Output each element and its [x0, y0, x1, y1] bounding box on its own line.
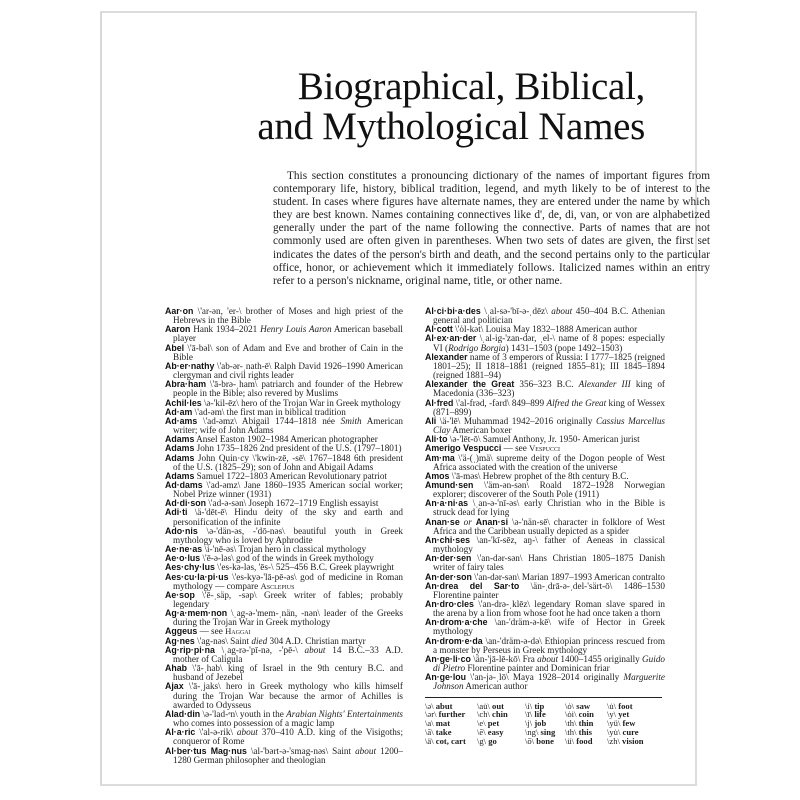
entry-headword: Ag·a·mem·non: [165, 608, 228, 619]
pronunciation-example-word: further: [438, 709, 466, 720]
entry-headword: Amerigo Vespucci: [425, 443, 502, 454]
pronunciation-example-word: foot: [618, 700, 633, 711]
entry-definition: \ˌag-rə-'pī-nə, -'pē-\: [214, 644, 305, 655]
entry-headword: Achil·les: [165, 397, 202, 408]
entry-definition: John Quin·cy \'kwin-zē, -sē\ 1767–1848 6th president of the U.S. (1825–29); son of John and Abigail Adams: [173, 452, 403, 472]
entry-definition: \'al-frəd, -fərd\ 849–899: [453, 397, 547, 408]
entry-definition: \'al-ə-rik\: [195, 727, 237, 738]
dictionary-entry: [165, 573, 403, 591]
entry-definition: 356–323 B.C.: [514, 379, 579, 390]
entry-definition: \ə-'lad-ᵊn\ youth in the: [200, 708, 287, 719]
entry-headword: Adi·ti: [165, 507, 188, 518]
entry-headword: Al·ber·tus Mag·nus: [165, 745, 247, 756]
entry-headword: Adams: [165, 443, 195, 454]
pronunciation-example-word: this: [578, 726, 592, 737]
entry-definition: Ansel Easton 1902–1984 American photographer: [194, 434, 378, 445]
pronunciation-example-word: thin: [578, 718, 594, 729]
entry-headword: Ag·rip·pi·na: [165, 644, 215, 655]
pronunciation-example-word: go: [488, 735, 497, 746]
dictionary-entry: [425, 481, 665, 499]
entry-headword: An·ge·lou: [425, 672, 467, 683]
dictionary-entry: [425, 417, 665, 435]
pronunciation-example-word: food: [576, 735, 593, 746]
dictionary-entry: [165, 344, 403, 362]
pronunciation-symbol: \ch\: [477, 709, 493, 720]
entry-headword: Ad·ams: [165, 415, 198, 426]
pronunciation-key-item: [565, 737, 607, 746]
entry-headword: An·drom·e·da: [425, 635, 483, 646]
entry-definition: \ə-'lēt-ō\ Samuel Anthony, Jr. 1950- American jurist: [447, 434, 640, 445]
entry-definition: \'an-jə-ˌlō\ Maya 1928–2014 originally: [466, 672, 624, 683]
entry-headword: Abra·ham: [165, 379, 207, 390]
entry-headword: Adams: [165, 470, 195, 481]
entry-headword: Alexander: [425, 351, 468, 362]
left-column: [165, 307, 403, 765]
pronunciation-key: [425, 702, 665, 746]
entry-definition: \'ē-ə-ləs\ god of the winds in Greek mythology: [200, 553, 374, 564]
entry-italic: Smith: [340, 415, 362, 426]
entry-definition: \al-'bərt-ə-'smag-nəs\ Saint: [246, 745, 356, 756]
entry-italic: Henry Louis Aaron: [260, 324, 332, 335]
dictionary-entry: [425, 655, 665, 673]
entry-definition: \ə-'nän-sē\ character in folklore of West Africa and the Caribbean usually depicted as a spider: [433, 516, 666, 536]
entry-definition: \ä-'dēt-ē\ Hindu deity of the sky and earth and personification of the infinite: [173, 507, 403, 527]
pronunciation-symbol: \th\: [565, 726, 579, 737]
pronunciation-example-word: yet: [618, 709, 630, 720]
dictionary-entry: [165, 747, 403, 765]
pronunciation-key-item: [425, 737, 477, 746]
pronunciation-example-word: out: [492, 700, 504, 711]
entry-definition: \'an-drə-ˌklēz\ legendary Roman slave spared in the arena by a lion from whose foot he had once taken a thorn: [433, 599, 665, 619]
pronunciation-symbol: \ər\: [425, 709, 439, 720]
entry-definition: American author: [463, 681, 528, 692]
entry-definition: American boxer: [450, 425, 512, 436]
pronunciation-example-word: sing: [540, 726, 556, 737]
entry-definition: \'ā-ˌjaks\ hero in Greek mythology who kills himself during the Trojan War because the armor of Achilles is awarded to Odysseus: [173, 681, 403, 710]
entry-definition: \'ā-məs\ Hebrew prophet of the 8th century B.C.: [449, 470, 629, 481]
pronunciation-example-word: abut: [435, 700, 453, 711]
entry-headword: Ad·dams: [165, 479, 203, 490]
dictionary-entry: [165, 664, 403, 682]
entry-headword: Ae·o·lus: [165, 553, 201, 564]
entry-definition: \'ar-ən, 'er-\ brother of Moses and high priest of the Hebrews in the Bible: [173, 306, 403, 326]
pronunciation-symbol: \ȯ\: [565, 700, 577, 711]
dictionary-entry: [425, 600, 665, 618]
dictionary-entry: [425, 307, 665, 325]
dictionary-entry: [165, 591, 403, 609]
pronunciation-example-word: pet: [487, 718, 500, 729]
entry-definition: \an-'dräm-ə-kē\ wife of Hector in Greek mythology: [433, 617, 665, 637]
entry-italic: about: [355, 745, 377, 756]
entry-headword: Ahab: [165, 663, 187, 674]
entry-headword: Aes·chy·lus: [165, 562, 215, 573]
entry-headword: Alexander the Great: [425, 379, 515, 390]
page-title: [257, 67, 645, 147]
entry-definition: \an-'kī-sēz, aŋ-\ father of Aeneas in classical mythology: [433, 534, 665, 555]
right-column: [425, 307, 665, 746]
pronunciation-symbol: \ȯi\: [565, 709, 579, 720]
entry-definition: name of 3 emperors of Russia: I 1777–1825 (reigned 1801–25); II 1818–1881 (reigned 1855–81); III 1845–1894 (reigned 1881–94): [433, 351, 665, 381]
pronunciation-symbol: \e\: [477, 718, 488, 729]
entry-headword: Adams: [165, 452, 195, 463]
entry-headword: Amund·sen: [425, 479, 474, 490]
entry-definition: \'es-kyə-'lā-pē-əs\ god of medicine in Roman mythology — compare: [173, 571, 403, 591]
entry-definition: \'ȯl-kət\ Louisa May 1832–1888 American author: [452, 324, 638, 335]
dictionary-entry: [165, 417, 403, 435]
entry-headword: An·chi·ses: [425, 534, 470, 545]
dictionary-entry: [165, 508, 403, 526]
pronunciation-symbol: \yü\: [607, 718, 623, 729]
entry-definition: \'ä-(ˌ)mä\ supreme deity of the Dogon people of West Africa associated with the creation of the universe: [433, 452, 665, 472]
entry-definition: \'ā-bəl\ son of Adam and Eve and brother of Cain in the Bible: [173, 342, 403, 362]
entry-definition: \'ad-əm\ the first man in biblical tradition: [192, 406, 346, 417]
entry-definition: \ˌal-ig-'zan-dər, ˌel-\ name of 8 popes: especially VI (: [433, 333, 665, 353]
entry-definition: \'ad-ə-sən\ Joseph 1672–1719 English essayist: [206, 498, 379, 509]
entry-headword: Abel: [165, 342, 185, 353]
intro-paragraph: This section constitutes a pronouncing dictionary of the names of important figures from contemporary life, history, biblical tradition, legend, and myth likely to be of interest to the student. In cases where figures have alternate names, they are entered under the name by which they are best known. Names containing connectives like d', de, di, van, or von are alphabetized generally under the part of the name following the connective. Parts of names that are not commonly used are often given in parentheses. When two sets of dates are given, the first set indicates the dates of the person's birth and death, and the second pertains only to the particular office, honor, or achievement which it immediately follows. Italicized names within an entry refer to a person's nickname, original name, title, or other name.: [273, 170, 710, 287]
dictionary-entry: [425, 618, 665, 636]
dictionary-entry: [425, 536, 665, 554]
entry-italic: Rodrigo Borgia: [448, 342, 506, 353]
entry-definition: \'es-kə-ləs, 'ēs-\ 525–456 B.C. Greek playwright: [214, 562, 394, 573]
dictionary-entry: [165, 481, 403, 499]
entry-definition: king of Wessex (871–899): [433, 397, 665, 417]
entry-definition: 304 A.D. Christian martyr: [267, 635, 366, 646]
dictionary-entry: [425, 334, 665, 352]
entry-definition: \ə-'dän-əs, -'dō-nəs\ beautiful youth in Greek mythology who is loved by Aphrodite: [173, 525, 403, 545]
entry-italic: or: [459, 516, 476, 527]
pronunciation-symbol: \i\: [525, 700, 535, 711]
dictionary-entry: [425, 499, 665, 517]
entry-definition: \'ag-nəs\ Saint: [194, 635, 252, 646]
dictionary-entry: [165, 325, 403, 343]
entry-headword: Ae·ne·as: [165, 544, 203, 555]
pronunciation-example-word: coin: [578, 709, 594, 720]
dictionary-entry: [165, 362, 403, 380]
entry-headword: Aar·on: [165, 306, 194, 316]
entry-headword: An·drom·a·che: [425, 617, 488, 628]
entry-cross-reference: Haggai: [225, 626, 251, 637]
title-line-2: and Mythological Names: [257, 105, 645, 148]
entry-definition: \ˌal-sə-'bī-ə-ˌdēz\: [480, 306, 552, 316]
entry-headword: Al·fred: [425, 397, 454, 408]
dictionary-entry: [425, 353, 665, 380]
dictionary-entry: [165, 527, 403, 545]
pronunciation-example-word: cure: [622, 726, 639, 737]
pronunciation-key-item: [607, 737, 657, 746]
pronunciation-example-word: few: [622, 718, 636, 729]
entry-definition: John 1735–1826 2nd president of the U.S. (1797–1801): [194, 443, 402, 454]
entry-definition: \'ad-əmz\ Abigail 1744–1818 née: [197, 415, 341, 426]
entry-definition: \'an-dər-sən\ Hans Christian 1805–1875 Danish writer of fairy tales: [433, 553, 665, 573]
entry-definition: American writer; wife of John Adams: [173, 415, 403, 436]
title-line-1: Biographical, Biblical,: [297, 65, 645, 108]
entry-definition: \än-'jā-lē-kō\ Fra: [470, 653, 538, 664]
pronunciation-symbol: \au̇\: [477, 700, 493, 711]
pronunciation-symbol: \ü\: [565, 735, 577, 746]
pronunciation-example-word: vision: [622, 735, 644, 746]
entry-cross-reference: Asclepius: [260, 580, 295, 591]
pronunciation-symbol: \ī\: [525, 709, 535, 720]
pronunciation-symbol: \u̇\: [607, 700, 619, 711]
entry-definition: ) 1431–1503 (pope 1492–1503): [505, 342, 623, 353]
entry-definition: \i-'nē-əs\ Trojan hero in classical mythology: [202, 544, 367, 555]
pronunciation-example-word: chin: [492, 709, 508, 720]
entry-definition: \'ab-ər-ˌnath-ē\ Ralph David 1926–1990 American clergyman and civil rights leader: [173, 360, 403, 381]
entry-definition: — see: [501, 443, 530, 454]
pronunciation-example-word: take: [435, 726, 452, 737]
entry-definition: Florentine painter and Dominican friar: [465, 663, 610, 674]
entry-italic: Cassius Marcellus Clay: [433, 415, 665, 436]
entry-headword: Al·a·ric: [165, 727, 196, 738]
entry-italic: about: [304, 644, 326, 655]
entry-italic: about: [551, 306, 573, 316]
pronunciation-symbol: \th\: [565, 718, 579, 729]
entry-definition: Samuel 1722–1803 American Revolutionary patriot: [194, 470, 387, 481]
entry-headword: Ab·er·nathy: [165, 360, 215, 371]
entry-definition: \an-'dräm-ə-də\ Ethiopian princess rescued from a monster by Perseus in Greek mythology: [433, 635, 665, 655]
entry-definition: who comes into possession of a magic lamp: [173, 718, 335, 729]
entry-italic: Alexander III: [578, 379, 631, 390]
entry-headword: Ad·am: [165, 406, 193, 417]
dictionary-entry: [165, 710, 403, 728]
entry-headword: Ag·nes: [165, 635, 195, 646]
dictionary-entry: [165, 646, 403, 664]
entry-headword: Aggeus: [165, 626, 198, 637]
entry-definition: \ə-'kil-ēz\ hero of the Trojan War in Greek mythology: [201, 397, 401, 408]
entry-headword: Aaron: [165, 324, 191, 335]
entry-italic: Arabian Nights' Entertainments: [286, 708, 404, 719]
entry-definition: \'an-dər-sən\ Marian 1897–1993 American contralto: [471, 571, 665, 582]
entry-definition: 1200–1280 German philosopher and theologian: [173, 745, 403, 765]
entry-italic: Marguerite Johnson: [433, 672, 665, 692]
pronunciation-symbol: \ā\: [425, 726, 436, 737]
pronunciation-key-item: [477, 737, 525, 746]
entry-definition: \'ā-brə-ˌham\ patriarch and founder of the Hebrew people in the Bible; also revered by Muslims: [173, 379, 403, 399]
pronunciation-example-word: life: [534, 709, 546, 720]
dictionary-entry: [165, 380, 403, 398]
pronunciation-example-word: bone: [536, 735, 554, 746]
pronunciation-example-word: saw: [576, 700, 591, 711]
entry-headword: An·dro·cles: [425, 599, 474, 609]
entry-definition: \'ā-ˌhab\ king of Israel in the 9th century B.C. and husband of Jezebel: [173, 663, 403, 683]
entry-definition: 450–404 B.C. Athenian general and politician: [433, 306, 665, 326]
dictionary-entry: [425, 554, 665, 572]
pronunciation-example-word: mat: [435, 718, 451, 729]
pronunciation-symbol: \ä\: [425, 735, 436, 746]
pronunciation-symbol: \zh\: [607, 735, 623, 746]
pronunciation-symbol: \a\: [425, 718, 436, 729]
entry-definition: \ˌag-ə-'mem-ˌnän, -nən\ leader of the Greeks during the Trojan War in Greek mythology: [173, 608, 403, 628]
dictionary-entry: [425, 518, 665, 536]
entry-headword: Al·ex·an·der: [425, 333, 477, 344]
pronunciation-example-word: cot, cart: [435, 735, 466, 746]
pronunciation-example-word: tip: [534, 700, 545, 711]
dictionary-entry: [165, 728, 403, 746]
entry-definition: 1400–1455 originally: [558, 653, 643, 664]
entry-headword: An·drea del Sar·to: [425, 580, 520, 591]
pronunciation-symbol: \ē\: [477, 726, 488, 737]
entry-headword: Amos: [425, 470, 450, 481]
entry-definition: \ä-'lē\ Muhammad 1942–2016 originally: [436, 415, 596, 426]
dictionary-entry: [165, 307, 403, 325]
pronunciation-key-rule: [425, 697, 662, 698]
entry-headword: Al·cott: [425, 324, 453, 335]
pronunciation-symbol: \j\: [525, 718, 535, 729]
entry-italic: died: [251, 635, 268, 646]
entry-headword: Ajax: [165, 681, 184, 692]
entry-definition: 370–410 A.D. king of the Visigoths; conqueror of Rome: [173, 727, 403, 747]
entry-definition: — see: [197, 626, 226, 637]
entry-headword: Ad·di·son: [165, 498, 207, 509]
pronunciation-symbol: \ng\: [525, 726, 541, 737]
dictionary-entry: [425, 637, 665, 655]
dictionary-entry: [425, 582, 665, 600]
entry-italic: Alfred the Great: [546, 397, 607, 408]
entry-definition: American baseball player: [173, 324, 403, 344]
entry-headword: Al·ci·bi·a·des: [425, 306, 481, 316]
entry-definition: \'ē-ˌsäp, -səp\ Greek writer of fables; probably legendary: [173, 589, 403, 609]
entry-headword: Aes·cu·la·pi·us: [165, 571, 229, 582]
pronunciation-symbol: \y\: [607, 709, 619, 720]
pronunciation-symbol: \yu̇\: [607, 726, 623, 737]
entry-headword: Anan·si: [475, 516, 509, 527]
entry-headword: Ado·nis: [165, 525, 198, 536]
entry-definition: 14 B.C.–33 A.D. mother of Caligula: [173, 644, 403, 664]
entry-italic: about: [236, 727, 258, 738]
pronunciation-example-word: job: [534, 718, 547, 729]
entry-definition: Hank 1934–2021: [190, 324, 261, 335]
entry-headword: Ali: [425, 415, 437, 426]
entry-headword: An·der·son: [425, 571, 472, 582]
dictionary-entry: [425, 399, 665, 417]
pronunciation-symbol: \ə\: [425, 700, 436, 711]
entry-headword: Anan·se: [425, 516, 460, 527]
pronunciation-symbol: \ō\: [525, 735, 537, 746]
dictionary-entry: [165, 682, 403, 709]
right-entries: [425, 307, 665, 692]
dictionary-entry: [165, 609, 403, 627]
entry-definition: \'ad-əmz\ Jane 1860–1935 American social worker; Nobel Prize winner (1931): [173, 479, 403, 500]
dictionary-entry: [425, 380, 665, 398]
entry-headword: Ali·to: [425, 434, 448, 445]
entry-headword: An·der·sen: [425, 553, 472, 564]
entry-definition: \ˌan-ə-'nī-əs\ early Christian who in the Bible is struck dead for lying: [433, 498, 665, 518]
entry-headword: Alad·din: [165, 708, 201, 719]
dictionary-entry: [425, 454, 665, 472]
entry-italic: Guido di Pietro: [433, 653, 666, 674]
pronunciation-example-word: easy: [487, 726, 504, 737]
entry-headword: Adams: [165, 434, 195, 445]
dictionary-entry: [165, 454, 403, 472]
pronunciation-key-item: [525, 737, 565, 746]
entry-headword: Am·ma: [425, 452, 455, 463]
entry-definition: king of Macedonia (336–323): [433, 379, 665, 399]
entry-definition: \'äm-ən-sən\ Roald 1872–1928 Norwegian explorer; discoverer of the South Pole (1911): [433, 479, 665, 500]
entry-headword: Ae·sop: [165, 589, 195, 600]
entry-cross-reference: Vespucci: [529, 443, 560, 454]
pronunciation-symbol: \g\: [477, 735, 489, 746]
entry-definition: \än-ˌdrā-ə-ˌdel-'särt-ō\ 1486–1530 Florentine painter: [433, 580, 665, 600]
entry-italic: about: [537, 653, 559, 664]
dictionary-entry: [425, 673, 665, 691]
entry-headword: An·a·ni·as: [425, 498, 469, 509]
entry-headword: An·ge·li·co: [425, 653, 471, 664]
